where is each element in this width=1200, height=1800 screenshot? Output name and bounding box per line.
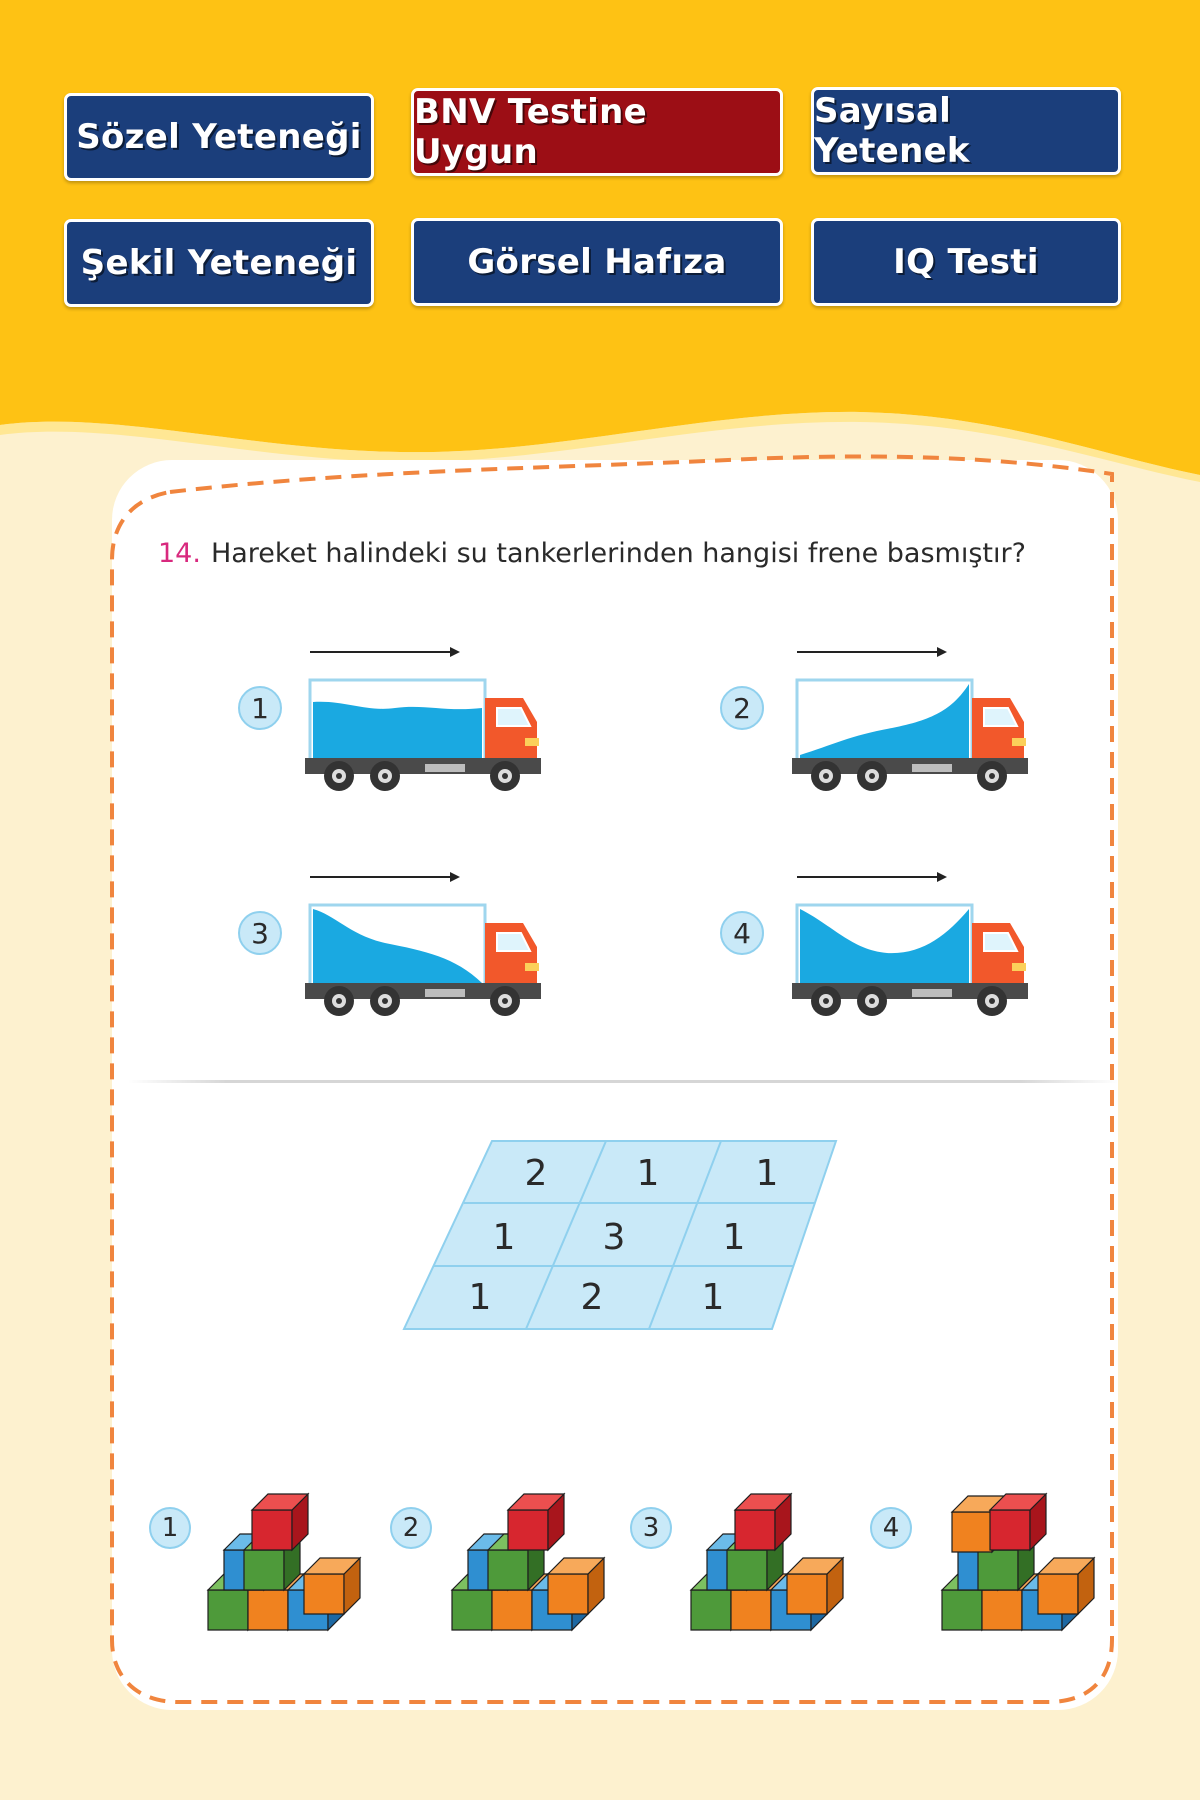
cube-option-badge-3[interactable]: 3 <box>630 1507 672 1549</box>
cube-option-badge-1[interactable]: 1 <box>149 1507 191 1549</box>
cube-figure-1[interactable] <box>198 1488 368 1638</box>
truck-option-badge-2[interactable]: 2 <box>720 686 764 730</box>
truck-option-badge-3[interactable]: 3 <box>238 911 282 955</box>
grid-cell-r3-c1: 1 <box>468 1277 492 1318</box>
question-body: Hareket halindeki su tankerlerinden hangisi frene basmıştır? <box>210 538 1026 569</box>
cube-figure-2[interactable] <box>442 1488 612 1638</box>
grid-cell-r1-c3: 1 <box>755 1153 779 1194</box>
truck-option-badge-1[interactable]: 1 <box>238 686 282 730</box>
cube-option-badge-4[interactable]: 4 <box>870 1507 912 1549</box>
nav-button-sekil-yetenegi[interactable]: Şekil Yeteneği <box>64 219 374 307</box>
grid-cell-r2-c2: 3 <box>602 1217 626 1258</box>
number-grid <box>400 1135 840 1335</box>
tanker-truck-4[interactable] <box>792 865 1032 1025</box>
tanker-truck-3[interactable] <box>305 865 545 1025</box>
question-text <box>158 538 1058 569</box>
truck-option-badge-4[interactable]: 4 <box>720 911 764 955</box>
grid-cell-r1-c1: 2 <box>524 1153 548 1194</box>
grid-cell-r2-c1: 1 <box>492 1217 516 1258</box>
tanker-truck-2[interactable] <box>792 640 1032 800</box>
nav-button-gorsel-hafiza[interactable]: Görsel Hafıza <box>411 218 783 306</box>
grid-cell-r2-c3: 1 <box>722 1217 746 1258</box>
cube-figure-3[interactable] <box>681 1488 851 1638</box>
nav-button-iq-testi[interactable]: IQ Testi <box>811 218 1121 306</box>
grid-cell-r1-c2: 1 <box>636 1153 660 1194</box>
grid-cell-r3-c2: 2 <box>580 1277 604 1318</box>
nav-button-sozel-yetenegi[interactable]: Sözel Yeteneği <box>64 93 374 181</box>
section-divider <box>128 1080 1118 1083</box>
grid-cell-r3-c3: 1 <box>701 1277 725 1318</box>
tanker-truck-1[interactable] <box>305 640 545 800</box>
question-number: 14. <box>158 538 201 569</box>
nav-button-sayisal-yetenek[interactable]: Sayısal Yetenek <box>811 87 1121 175</box>
nav-button-bnv-testine-uygun[interactable]: BNV Testine Uygun <box>411 88 783 176</box>
cube-option-badge-2[interactable]: 2 <box>390 1507 432 1549</box>
cube-figure-4[interactable] <box>932 1488 1102 1638</box>
